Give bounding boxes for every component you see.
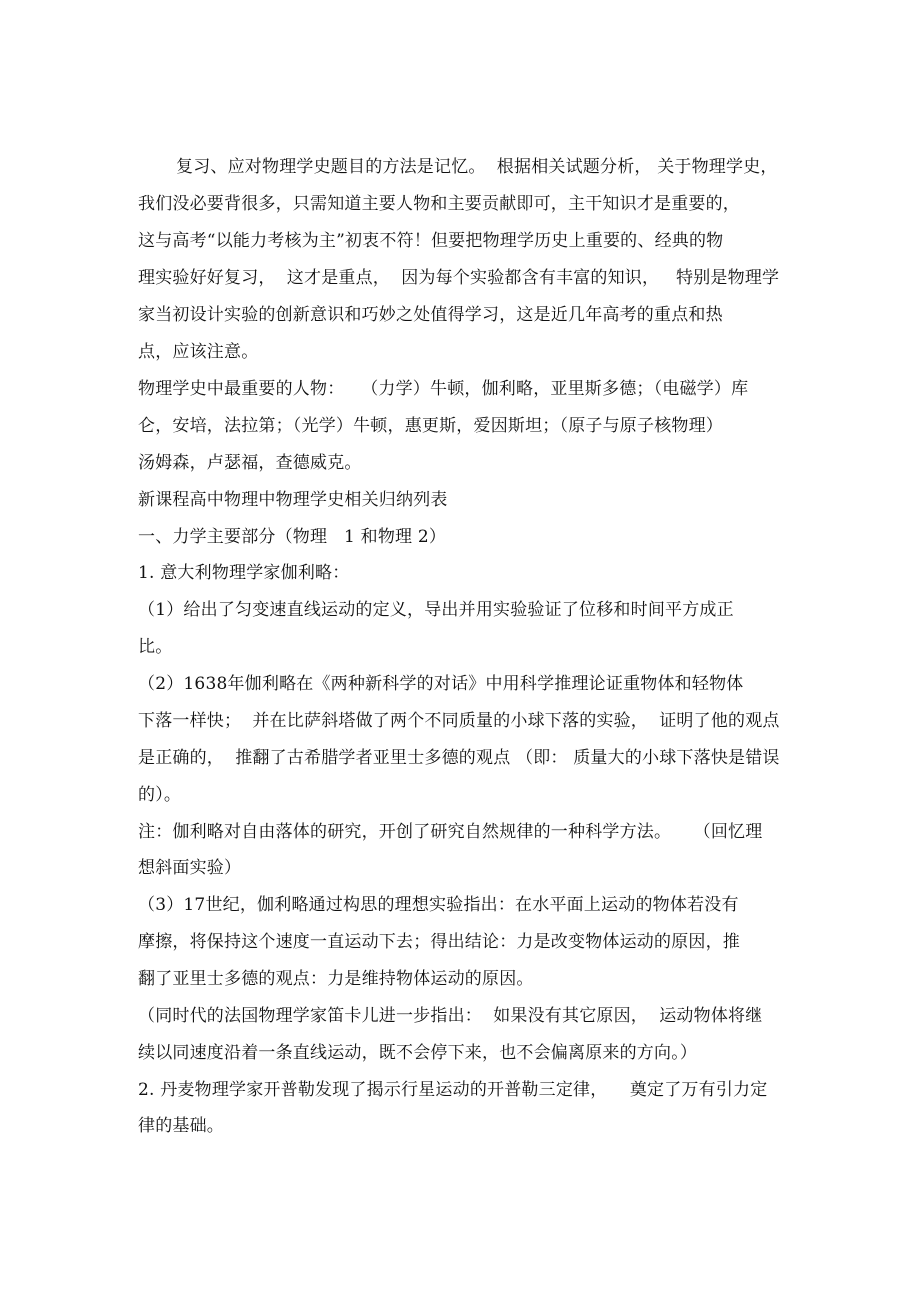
- text-line: 我们没必要背很多，只需知道主要人物和主要贡献即可，主干知识才是重要的，: [138, 194, 740, 214]
- text-line: 点，应该注意。: [138, 342, 259, 362]
- text-line: （2）1638年伽利略在《两种新科学的对话》中用科学推理论证重物体和轻物体: [138, 674, 744, 694]
- section-title: 新课程高中物理中物理学史相关归纳列表: [138, 490, 448, 510]
- numbered-item: 1. 意大利物理学家伽利略：: [138, 563, 350, 583]
- numbered-item: 2. 丹麦物理学家开普勒发现了揭示行星运动的开普勒三定律， 奠定了万有引力定: [138, 1080, 768, 1100]
- text-line: 下落一样快； 并在比萨斜塔做了两个不同质量的小球下落的实验， 证明了他的观点: [138, 711, 780, 731]
- text-line: 翻了亚里士多德的观点：力是维持物体运动的原因。: [138, 969, 534, 989]
- text-line: 仑，安培，法拉第；（光学）牛顿，惠更斯，爱因斯坦；（原子与原子核物理）: [138, 416, 723, 436]
- text-line: 律的基础。: [138, 1116, 224, 1136]
- text-line: 这与高考“以能力考核为主”初衷不符！但要把物理学历史上重要的、经典的物: [138, 231, 724, 251]
- note-line: 想斜面实验）: [138, 858, 242, 878]
- text-line: 理实验好好复习， 这才是重点， 因为每个实验都含有丰富的知识， 特别是物理学: [138, 268, 780, 288]
- text-line: 物理学史中最重要的人物： （力学）牛顿，伽利略，亚里斯多德；（电磁学）库: [138, 379, 749, 399]
- section-heading: 一、力学主要部分（物理 1 和物理 2）: [138, 527, 447, 547]
- text-line: 是正确的， 推翻了古希腊学者亚里士多德的观点 （即： 质量大的小球下落快是错误: [138, 748, 780, 768]
- text-line: 复习、应对物理学史题目的方法是记忆。 根据相关试题分析， 关于物理学史，: [176, 157, 778, 177]
- text-line: 家当初设计实验的创新意识和巧妙之处值得学习，这是近几年高考的重点和热: [138, 305, 723, 325]
- text-line: （1）给出了匀变速直线运动的定义，导出并用实验验证了位移和时间平方成正: [138, 600, 734, 620]
- text-line: 摩擦，将保持这个速度一直运动下去；得出结论：力是改变物体运动的原因，推: [138, 932, 740, 952]
- text-line: 比。: [138, 637, 173, 657]
- text-line: 续以同速度沿着一条直线运动，既不会停下来，也不会偏离原来的方向。）: [138, 1043, 698, 1063]
- text-line: （3）17世纪，伽利略通过构思的理想实验指出：在水平面上运动的物体若没有: [138, 895, 739, 915]
- text-line: 汤姆森，卢瑟福，查德威克。: [138, 453, 362, 473]
- text-line: （同时代的法国物理学家笛卡儿进一步指出： 如果没有其它原因， 运动物体将继: [138, 1006, 763, 1026]
- text-line: 的）。: [138, 785, 182, 805]
- note-line: 注：伽利略对自由落体的研究，开创了研究自然规律的一种科学方法。 （回忆理: [138, 822, 763, 842]
